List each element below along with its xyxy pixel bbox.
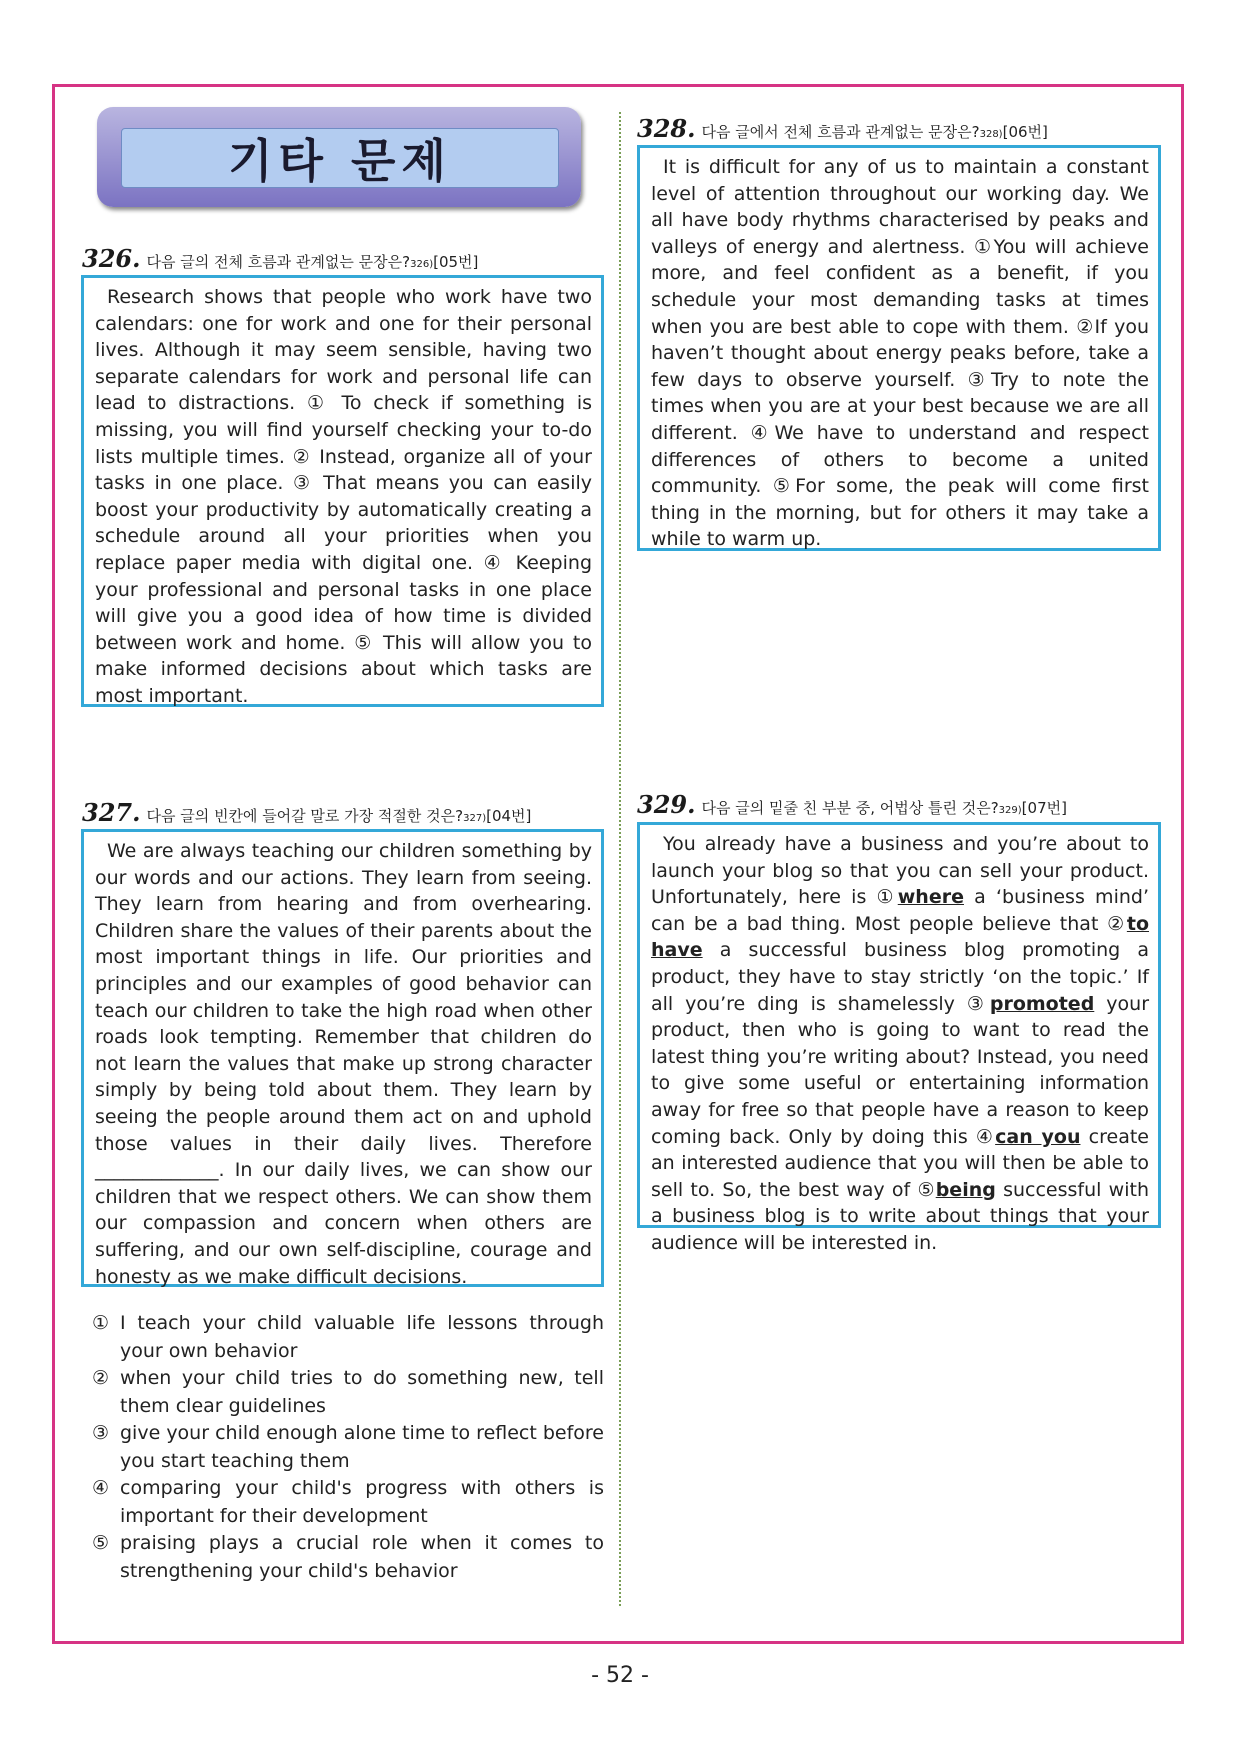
question-prompt: 다음 글의 밑줄 친 부분 중, 어법상 틀린 것은? <box>701 799 999 817</box>
passage-segment: successful with a business blog is to write about things that your audience will be interested in. <box>651 1178 1149 1254</box>
question-prompt: 다음 글의 빈칸에 들어갈 말로 가장 적절한 것은? <box>146 807 464 825</box>
choice-text: praising plays a crucial role when it comes to strengthening your child's behavior <box>120 1532 604 1582</box>
question-prompt: 다음 글에서 전체 흐름과 관계없는 문장은? <box>701 123 980 141</box>
question-329-passage <box>637 822 1161 1254</box>
passage-text: We are always teaching our children something by our words and our actions. They learn from seeing. They learn from hearing and from overhearing. Children share the values of their parents about the most important things in life. Our priorities and principles and our examples of good behavior can teach our children to take the high road when other roads look tempting. Remember that children do not learn the values that make up strong character simply by being told about them. They learn by seeing the people around them act on and uphold those values in their daily lives. Therefore _____________. In our daily lives, we can show our children that we respect others. We can show them our compassion and concern when others are suffering, and our own self-discipline, courage and honesty as we make difficult decisions. <box>95 840 592 1288</box>
question-tag: [06번] <box>1002 123 1048 141</box>
choice-2[interactable] <box>92 1365 604 1420</box>
underlined-option-2: to have <box>651 912 1149 962</box>
underlined-option-4: can you <box>995 1125 1081 1148</box>
underlined-option-1: where <box>897 886 964 909</box>
passage-text: Research shows that people who work have two calendars: one for work and one for their personal lives. Although it may seem sensible, having two separate calendars for work and personal life can lead to distractions. ① To check if something is missing, you will find yourself checking your to-do lists multiple times. ② Instead, organize all of your tasks in one place. ③ That means you can easily boost your productivity by automatically creating a schedule around all your priorities when you replace paper media with digital one. ④ Keeping your professional and personal tasks in one place will give you a good idea of how time is divided between work and home. ⑤ This will allow you to make informed decisions about which tasks are most important. <box>95 286 592 707</box>
underlined-option-5: being <box>935 1178 996 1201</box>
underlined-option-3: promoted <box>989 992 1095 1015</box>
choice-text: when your child tries to do something new, tell them clear guidelines <box>120 1367 604 1417</box>
question-tag: [04번] <box>486 807 532 825</box>
question-number: 328. <box>637 114 696 143</box>
question-number: 326. <box>82 244 141 273</box>
question-328-header <box>637 114 1048 143</box>
question-ref: 327) <box>463 813 487 824</box>
question-ref: 326) <box>410 259 434 270</box>
choice-text: comparing your child's progress with others is important for their development <box>120 1477 604 1527</box>
page-number: - 52 - <box>591 1663 649 1688</box>
question-tag: [07번] <box>1021 799 1067 817</box>
choice-5[interactable] <box>92 1530 604 1585</box>
passage-segment: a successful business blog promoting a product, they have to stay strictly ‘on the topic.’ If all you’re ding is shamelessly ③ <box>651 939 1149 1015</box>
question-number: 329. <box>637 790 696 819</box>
passage-segment: create an interested audience that you will then be able to sell to. So, the best way of ⑤ <box>651 1125 1149 1201</box>
passage-segment: your product, then who is going to want to read the latest thing you’re writing about? Instead, you need to give some useful or entertaining information away for free so that people have a reason to keep coming back. Only by doing this ④ <box>651 992 1150 1148</box>
choice-number: ③ <box>92 1422 110 1444</box>
question-prompt: 다음 글의 전체 흐름과 관계없는 문장은? <box>146 253 411 271</box>
choice-number: ④ <box>92 1477 110 1499</box>
passage-text: It is difficult for any of us to maintain a constant level of attention throughout our working day. We all have body rhythms characterised by peaks and valleys of energy and alertness. ①You will achieve more, and feel confident as a benefit, if you schedule your most demanding tasks at times when you are best able to cope with them. ②If you haven’t thought about energy peaks before, take a few days to observe yourself. ③Try to note the times when you are at your best because we are all different. ④We have to understand and respect differences of others to become a united community. ⑤For some, the peak will come first thing in the morning, but for others it may take a while to warm up. <box>651 156 1149 551</box>
question-326-passage <box>81 275 604 707</box>
question-328-passage <box>637 145 1161 551</box>
passage-segment: You already have a business and you’re about to launch your blog so that you can sell your product. Unfortunately, here is ① <box>651 833 1149 909</box>
question-number: 327. <box>82 798 141 827</box>
choice-number: ① <box>92 1312 110 1334</box>
passage-segment: a ‘business mind’ can be a bad thing. Most people believe that ② <box>651 886 1149 935</box>
choice-number: ⑤ <box>92 1532 110 1554</box>
choice-text: I teach your child valuable life lessons through your own behavior <box>120 1312 604 1362</box>
passage-text <box>651 831 1149 1257</box>
choice-1[interactable] <box>92 1310 604 1365</box>
question-ref: 328) <box>979 129 1003 140</box>
question-327-header <box>82 798 531 827</box>
choice-4[interactable] <box>92 1475 604 1530</box>
question-327-passage <box>81 829 604 1287</box>
choice-text: give your child enough alone time to reflect before you start teaching them <box>120 1422 604 1472</box>
question-ref: 329) <box>998 805 1022 816</box>
choice-number: ② <box>92 1367 110 1389</box>
section-title: 기타 문제 <box>121 128 559 188</box>
choice-3[interactable] <box>92 1420 604 1475</box>
question-326-header <box>82 244 478 273</box>
question-329-header <box>637 790 1067 819</box>
question-327-choices <box>92 1310 604 1585</box>
column-divider <box>619 112 621 1606</box>
question-tag: [05번] <box>433 253 479 271</box>
